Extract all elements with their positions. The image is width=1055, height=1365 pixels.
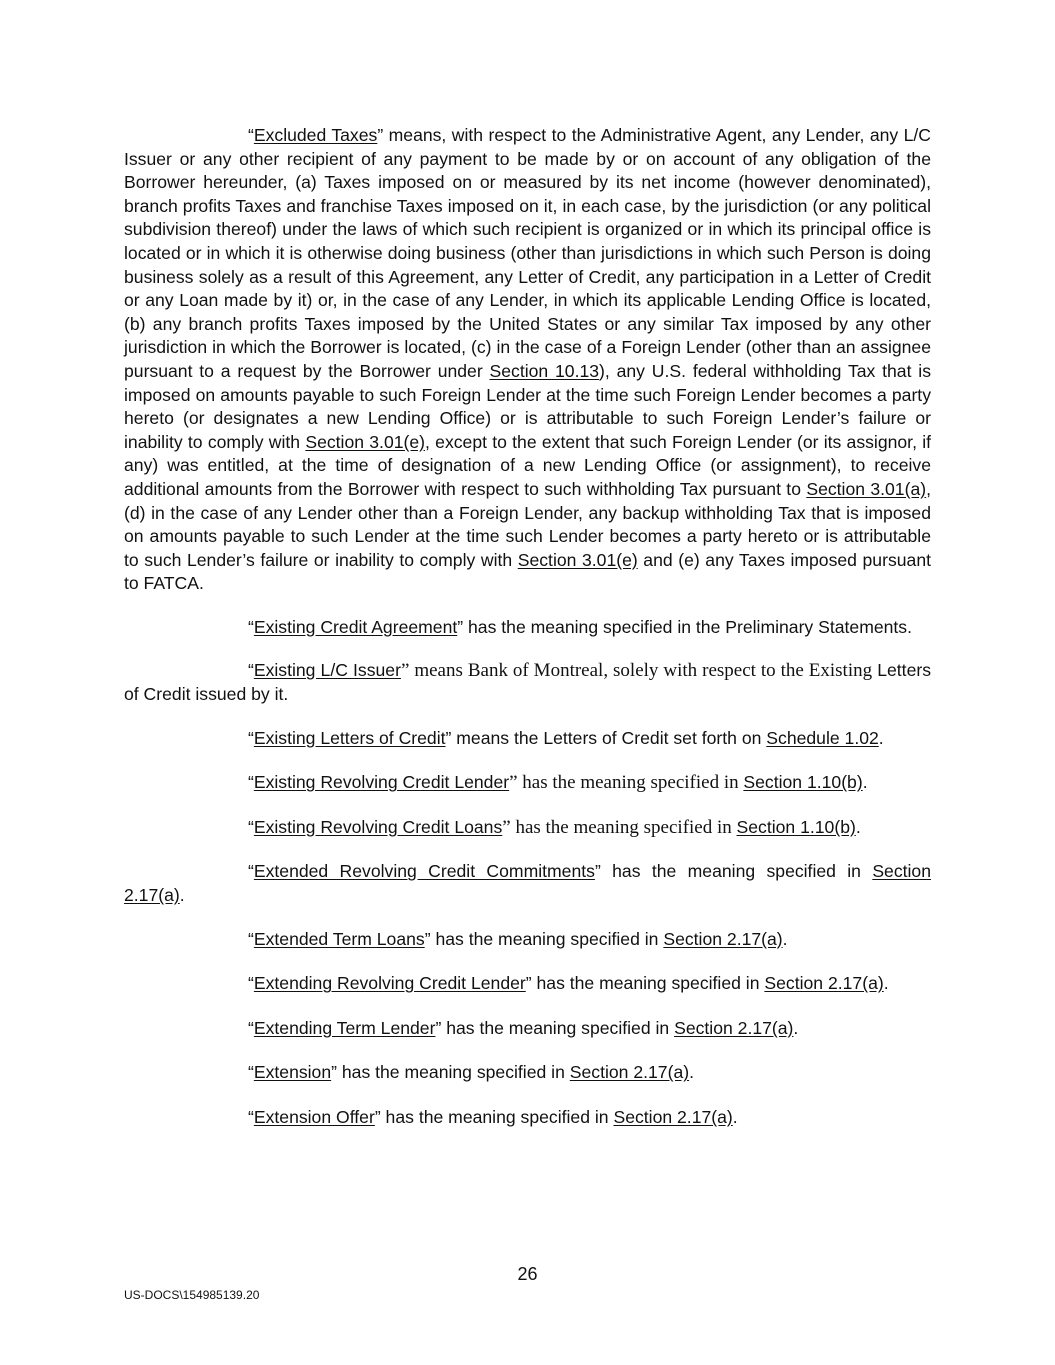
page-number: 26 <box>517 1264 538 1284</box>
defined-term: Extended Revolving Credit Commitments <box>253 861 595 882</box>
definition-extending-term-lender: “Extending Term Lender” has the meaning specified in Section 2.17(a). <box>248 1017 799 1038</box>
definition-extended-revolving-credit-commitments: “Extended Revolving Credit Commitments” has the meaning specified in Section 2.17(a). <box>124 861 931 906</box>
defined-term: Extending Revolving Credit Lender <box>253 973 526 994</box>
definition-extending-revolving-credit-lender: “Extending Revolving Credit Lender” has the meaning specified in Section 2.17(a). <box>248 973 889 994</box>
section-reference: Section 10.13 <box>489 360 600 381</box>
definition-extension: “Extension” has the meaning specified in Section 2.17(a). <box>248 1062 694 1083</box>
section-reference: Section 1.10(b) <box>736 816 856 837</box>
section-reference: Section 3.01(e) <box>305 431 426 452</box>
defined-term: Existing Credit Agreement <box>253 616 458 637</box>
defined-term: Extension <box>253 1062 332 1083</box>
definition-existing-credit-agreement: “Existing Credit Agreement” has the meaning specified in the Preliminary Statements. <box>248 616 912 637</box>
definition-extended-term-loans: “Extended Term Loans” has the meaning specified in Section 2.17(a). <box>248 928 788 949</box>
definition-existing-revolving-credit-lender: “Existing Revolving Credit Lender” has the meaning specified in Section 1.10(b). <box>248 772 868 794</box>
section-reference: Schedule 1.02 <box>766 727 879 748</box>
defined-term: Excluded Taxes <box>253 125 378 145</box>
defined-term: Existing Revolving Credit Loans <box>253 816 503 837</box>
section-reference: Section 2.17(a) <box>569 1062 690 1083</box>
definition-existing-revolving-credit-loans: “Existing Revolving Credit Loans” has the meaning specified in Section 1.10(b). <box>248 816 861 838</box>
section-reference: Section 2.17(a) <box>124 861 931 906</box>
section-reference: Section 2.17(a) <box>663 928 783 949</box>
defined-term: Extension Offer <box>253 1107 375 1127</box>
defined-term: Existing Letters of Credit <box>253 727 446 748</box>
definition-extension-offer: “Extension Offer” has the meaning specified in Section 2.17(a). <box>248 1107 738 1127</box>
section-reference: Section 3.01(e) <box>517 549 638 570</box>
document-body <box>124 124 931 1151</box>
section-reference: Section 2.17(a) <box>764 973 884 994</box>
section-reference: Section 3.01(a) <box>806 478 927 499</box>
definition-excluded-taxes: “Excluded Taxes” means, with respect to the Administrative Agent, any Lender, any L/C Issuer or any other recipient of any payment to be made by or on account of any obligation of the Borrower hereunder, (a) Taxes imposed on or measured by its net income (however denominated), branch profits Taxes and franchise Taxes imposed on it, in each case, by the jurisdiction (or any political subdivision thereof) under the laws of which such recipient is organized or in which its principal office is located or in which it is otherwise doing business (other than jurisdictions in which such Person is doing business solely as a result of this Agreement, any Letter of Credit, any participation in a Letter of Credit or any Loan made by it) or, in the case of any Lender, in which its applicable Lending Office is located, (b) any branch profits Taxes imposed by the United States or any similar Tax imposed by any other jurisdiction in which the Borrower is located, (c) in the case of a Foreign Lender (other than an assignee pursuant to a request by the Borrower under Section 10.13), any U.S. federal withholding Tax that is imposed on amounts payable to such Foreign Lender at the time such Foreign Lender becomes a party hereto (or designates a new Lending Office) or is attributable to such Foreign Lender’s failure or inability to comply with Section 3.01(e), except to the extent that such Foreign Lender (or its assignor, if any) was entitled, at the time of designation of a new Lending Office (or assignment), to receive additional amounts from the Borrower with respect to such withholding Tax pursuant to Section 3.01(a), (d) in the case of any Lender other than a Foreign Lender, any backup withholding Tax that is imposed on amounts payable to such Lender at the time such Lender becomes a party hereto or is attributable to such Lender’s failure or inability to comply with Section 3.01(e) and (e) any Taxes imposed pursuant to FATCA. <box>124 125 931 594</box>
defined-term: Existing Revolving Credit Lender <box>253 772 510 793</box>
defined-term: Extended Term Loans <box>253 928 425 949</box>
definition-existing-letters-of-credit: “Existing Letters of Credit” means the Letters of Credit set forth on Schedule 1.02. <box>248 727 884 748</box>
section-reference: Section 2.17(a) <box>674 1017 794 1038</box>
definition-existing-lc-issuer: “Existing L/C Issuer” means Bank of Montreal, solely with respect to the Existing Letters of Credit issued by it. <box>124 660 932 705</box>
document-id: US-DOCS\154985139.20 <box>124 1288 260 1302</box>
section-reference: Section 1.10(b) <box>743 772 863 793</box>
defined-term: Existing L/C Issuer <box>253 660 401 681</box>
defined-term: Extending Term Lender <box>253 1017 436 1038</box>
section-reference: Section 2.17(a) <box>613 1107 733 1127</box>
